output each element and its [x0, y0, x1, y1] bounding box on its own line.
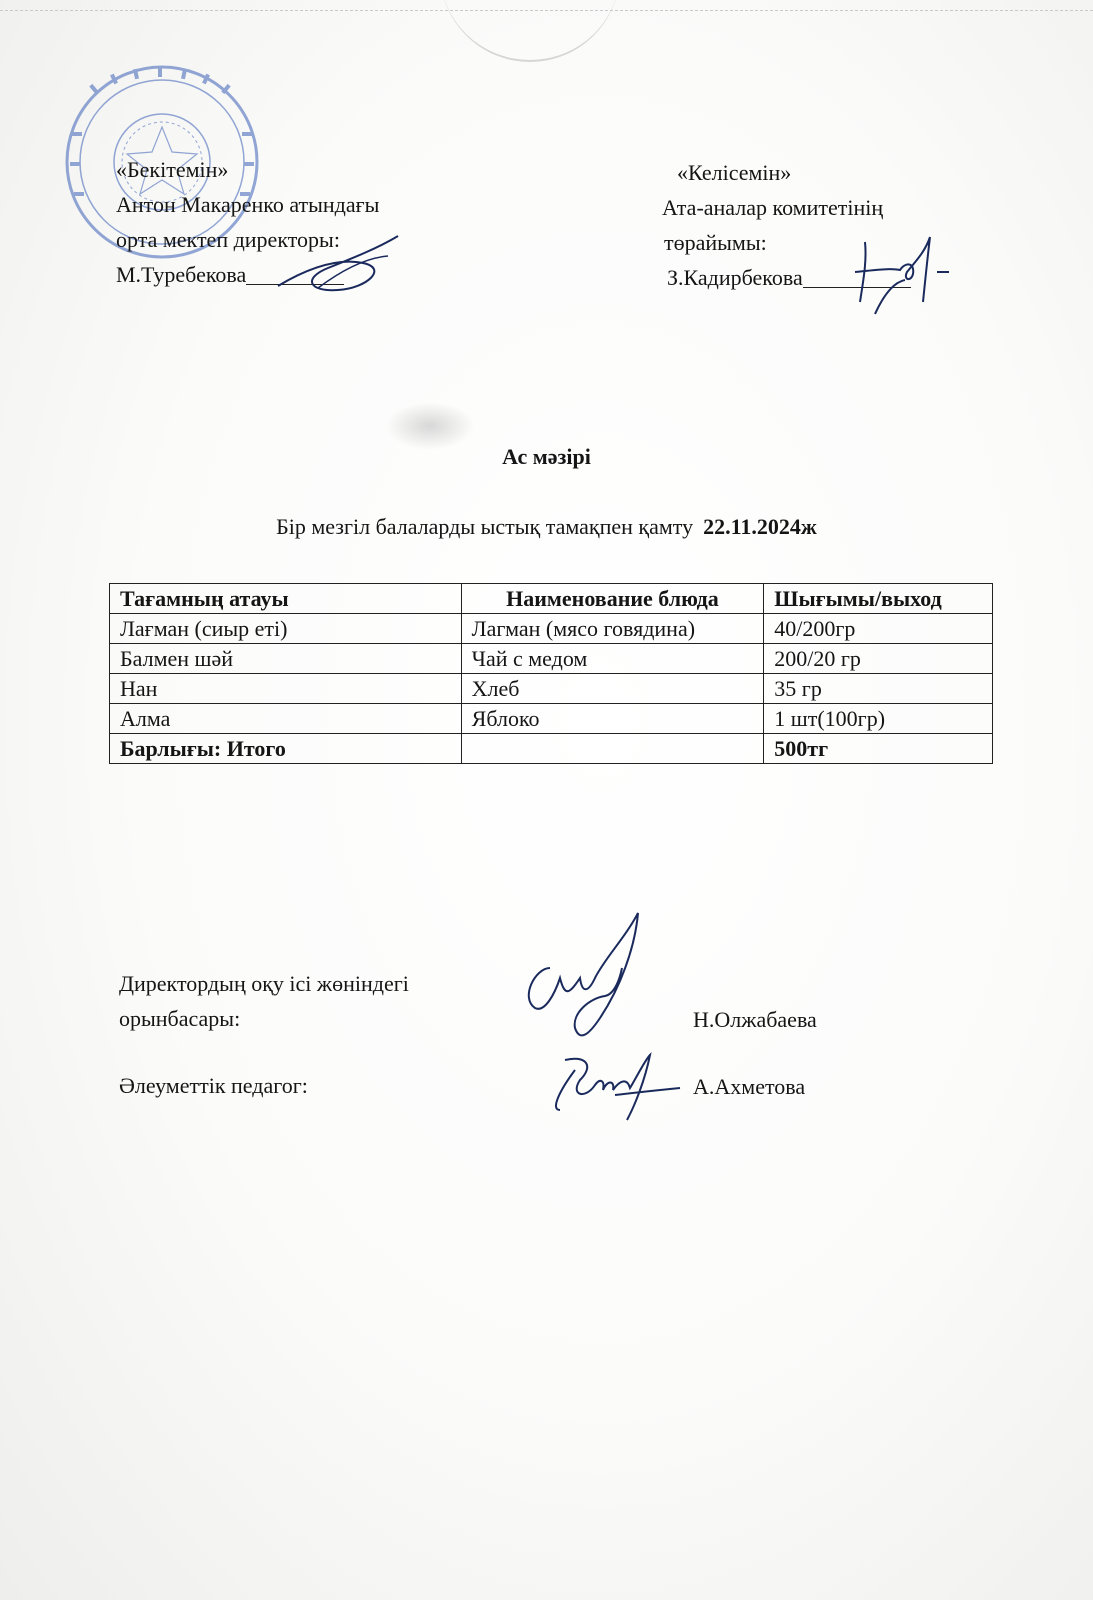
cell-output: 1 шт(100гр) [764, 704, 993, 734]
total-label: Барлығы: Итого [110, 734, 462, 764]
approve-right-line2: төрайымы: [664, 230, 767, 255]
total-empty-cell [461, 734, 764, 764]
approve-left-line1: Антон Макаренко атындағы [116, 192, 380, 217]
menu-table [109, 583, 993, 764]
cell-russian-name: Лагман (мясо говядина) [461, 614, 764, 644]
approve-right-heading: «Келісемін» [677, 160, 792, 185]
committee-chair-name: З.Кадирбекова [667, 265, 803, 290]
cell-output: 200/20 гр [764, 644, 993, 674]
table-header-row [110, 584, 993, 614]
cell-output: 35 гр [764, 674, 993, 704]
deputy-title-line2: орынбасары: [119, 1006, 241, 1031]
table-row [110, 674, 993, 704]
subtitle-text: Бір мезгіл балаларды ыстық тамақпен қамту [276, 514, 694, 539]
subtitle-date: 22.11.2024ж [703, 514, 817, 539]
folder-notch [440, 0, 620, 62]
cell-russian-name: Яблоко [461, 704, 764, 734]
pedagog-label: Әлеуметтік педагог: [119, 1073, 308, 1098]
deputy-title-line1: Директордың оқу ісі жөніндегі [119, 971, 409, 996]
total-value: 500тг [764, 734, 993, 764]
cell-output: 40/200гр [764, 614, 993, 644]
table-total-row [110, 734, 993, 764]
header-russian-name: Наименование блюда [461, 584, 764, 614]
director-name: М.Туребекова [116, 262, 247, 287]
cell-kazakh-name: Лағман (сиыр еті) [110, 614, 462, 644]
scan-smudge [385, 402, 475, 450]
document-subtitle [0, 514, 1093, 540]
cell-kazakh-name: Нан [110, 674, 462, 704]
approve-right-line1: Ата-аналар комитетінің [662, 195, 884, 220]
table-row [110, 644, 993, 674]
header-kazakh-name: Тағамның атауы [110, 584, 462, 614]
approve-left-heading: «Бекітемін» [116, 157, 229, 182]
document-title: Ас мәзірі [502, 444, 591, 469]
cell-kazakh-name: Балмен шәй [110, 644, 462, 674]
committee-signature [845, 232, 955, 322]
director-signature [268, 228, 408, 298]
header-output: Шығымы/выход [764, 584, 993, 614]
pedagog-name: А.Ахметова [693, 1074, 806, 1099]
pedagog-signature [545, 1050, 685, 1130]
deputy-name: Н.Олжабаева [693, 1007, 817, 1032]
table-row [110, 614, 993, 644]
cell-russian-name: Чай с медом [461, 644, 764, 674]
table-row [110, 704, 993, 734]
cell-kazakh-name: Алма [110, 704, 462, 734]
approve-left-line2: орта мектеп директоры: [116, 227, 340, 252]
deputy-signature [510, 908, 660, 1048]
cell-russian-name: Хлеб [461, 674, 764, 704]
